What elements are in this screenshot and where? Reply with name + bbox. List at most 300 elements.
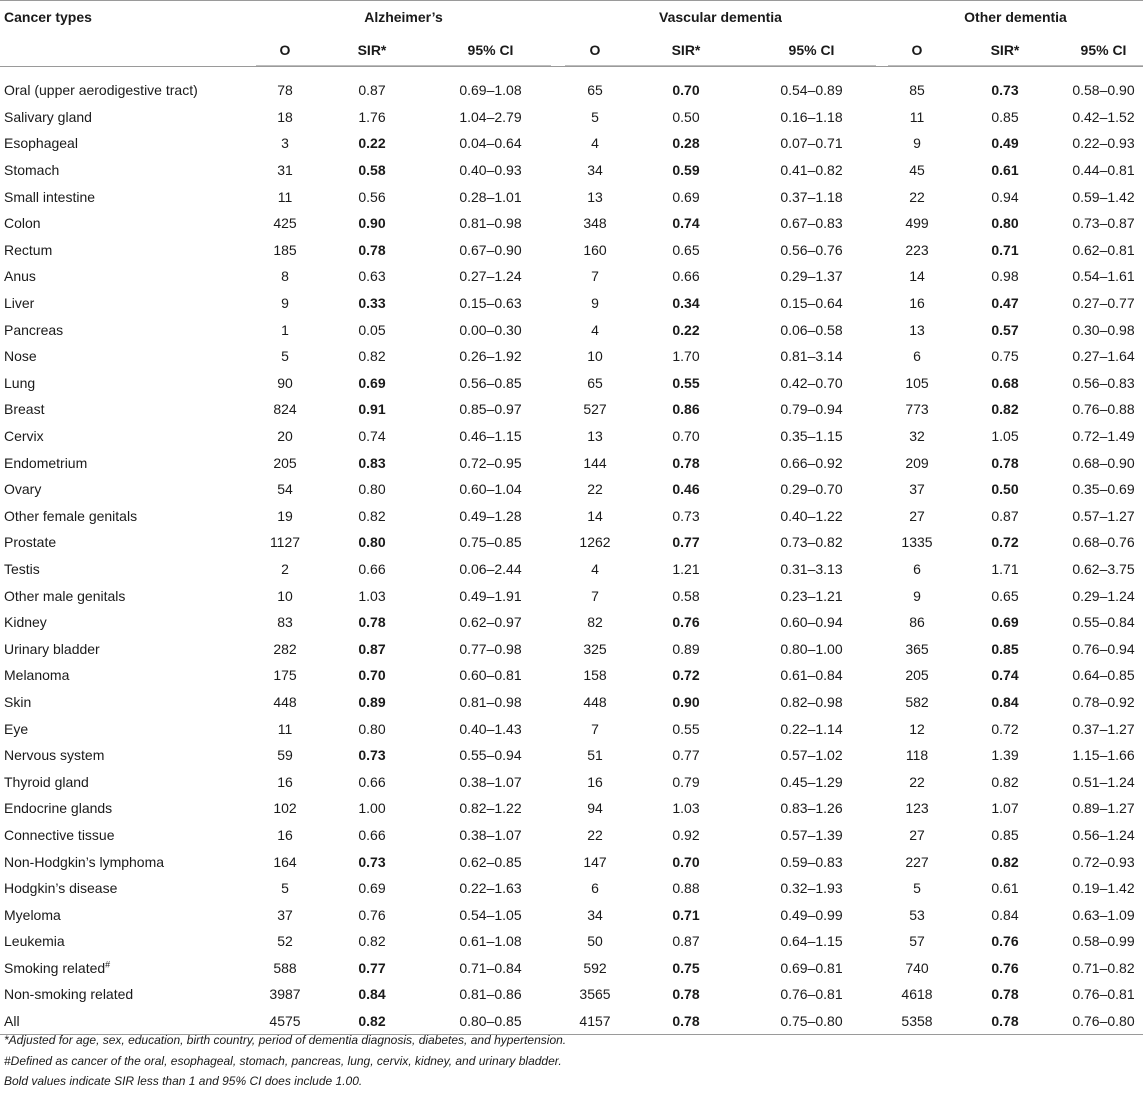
observed-count-cell: 9: [913, 135, 921, 152]
ci-cell: 0.77–0.98: [459, 640, 522, 657]
observed-count-cell: 164: [273, 853, 297, 870]
observed-count-cell: 448: [583, 693, 607, 710]
table-row: [0, 476, 1143, 503]
ci-cell: 0.27–0.77: [1072, 295, 1135, 312]
cancer-type-cell: [0, 556, 256, 583]
table-row: [0, 635, 1143, 662]
cancer-type-label: Anus: [4, 268, 36, 285]
cancer-type-cell: [0, 582, 256, 609]
cancer-type-cell: [0, 822, 256, 849]
ci-cell: 0.81–0.86: [459, 986, 522, 1003]
cancer-type-cell: [0, 981, 256, 1008]
ci-cell: 0.67–0.90: [459, 241, 522, 258]
sir-cell: 1.39: [991, 747, 1019, 764]
sir-cell: 0.73: [991, 82, 1019, 99]
ci-cell: 0.69–0.81: [780, 959, 843, 976]
sir-cell: 0.92: [672, 826, 700, 843]
observed-count-cell: 7: [591, 587, 599, 604]
observed-count-cell: 34: [587, 162, 603, 179]
observed-count-cell: 32: [909, 428, 925, 445]
observed-count-cell: 209: [905, 454, 929, 471]
ci-cell: 0.37–1.27: [1072, 720, 1135, 737]
observed-count-cell: 118: [905, 747, 929, 764]
observed-count-cell: 4: [591, 321, 599, 338]
observed-count-cell: 9: [913, 587, 921, 604]
observed-count-cell: 20: [277, 428, 293, 445]
ci-cell: 0.00–0.30: [459, 321, 522, 338]
footnotes: [4, 1030, 566, 1092]
cancer-type-cell: [0, 370, 256, 397]
sir-cell: 0.46: [672, 481, 700, 498]
ci-cell: 0.40–0.93: [459, 162, 522, 179]
observed-count-cell: 59: [277, 747, 293, 764]
observed-count-cell: 144: [583, 454, 607, 471]
sir-cell: 0.65: [991, 587, 1019, 604]
table-row: [0, 875, 1143, 902]
ci-cell: 0.46–1.15: [459, 428, 522, 445]
ci-cell: 0.30–0.98: [1072, 321, 1135, 338]
table-row: [0, 210, 1143, 237]
observed-count-cell: 448: [273, 693, 297, 710]
observed-count-cell: 1: [281, 321, 289, 338]
ci-cell: 0.82–0.98: [780, 693, 843, 710]
cancer-type-label: Liver: [4, 295, 35, 312]
table-row: [0, 795, 1143, 822]
ci-cell: 0.60–0.81: [459, 667, 522, 684]
ci-cell: 0.29–1.37: [780, 268, 843, 285]
ci-cell: 0.72–0.95: [459, 454, 522, 471]
cancer-type-label: Nervous system: [4, 747, 105, 764]
observed-count-cell: 105: [905, 374, 929, 391]
sir-cell: 0.87: [672, 933, 700, 950]
ci-cell: 0.59–0.83: [780, 853, 843, 870]
ci-cell: 0.67–0.83: [780, 215, 843, 232]
observed-count-cell: 185: [273, 241, 297, 258]
observed-count-cell: 86: [909, 614, 925, 631]
sir-cell: 0.69: [672, 188, 700, 205]
sir-cell: 0.90: [672, 693, 700, 710]
ci-cell: 0.80–0.85: [459, 1013, 522, 1030]
sir-cell: 1.05: [991, 428, 1019, 445]
sir-cell: 0.75: [672, 959, 700, 976]
table-row: [0, 316, 1143, 343]
observed-count-cell: 325: [583, 640, 607, 657]
observed-count-cell: 158: [583, 667, 607, 684]
observed-count-cell: 227: [905, 853, 929, 870]
observed-count-cell: 740: [905, 959, 929, 976]
cancer-type-label: Esophageal: [4, 135, 78, 152]
sir-cell: 0.66: [358, 560, 386, 577]
ci-cell: 0.69–1.08: [459, 82, 522, 99]
subheader-o: O: [565, 35, 625, 66]
ci-cell: 0.19–1.42: [1072, 880, 1135, 897]
sir-cell: 0.74: [672, 215, 700, 232]
sir-cell: 0.91: [358, 401, 386, 418]
observed-count-cell: 85: [909, 82, 925, 99]
ci-cell: 0.80–1.00: [780, 640, 843, 657]
ci-cell: 0.60–1.04: [459, 481, 522, 498]
sir-cell: 0.83: [358, 454, 386, 471]
observed-count-cell: 592: [583, 959, 607, 976]
sir-cell: 0.70: [672, 82, 700, 99]
observed-count-cell: 16: [277, 773, 293, 790]
sir-cell: 0.82: [358, 1013, 386, 1030]
ci-cell: 0.62–3.75: [1072, 560, 1135, 577]
cancer-type-label: Melanoma: [4, 667, 70, 684]
cancer-type-label: Hodgkin’s disease: [4, 880, 118, 897]
table-row: [0, 237, 1143, 264]
sir-cell: 0.84: [991, 906, 1019, 923]
observed-count-cell: 37: [277, 906, 293, 923]
cancer-type-cell: [0, 77, 256, 104]
sir-cell: 0.78: [672, 454, 700, 471]
subheader-ci: 95% CI: [747, 35, 876, 66]
ci-cell: 0.07–0.71: [780, 135, 843, 152]
observed-count-cell: 11: [277, 720, 293, 737]
observed-count-cell: 499: [905, 215, 929, 232]
ci-cell: 0.42–1.52: [1072, 108, 1135, 125]
cancer-type-label: Pancreas: [4, 321, 64, 338]
sir-cell: 0.74: [358, 428, 386, 445]
sir-cell: 0.78: [991, 986, 1019, 1003]
sir-cell: 0.78: [358, 241, 386, 258]
observed-count-cell: 5358: [901, 1013, 933, 1030]
observed-count-cell: 8: [281, 268, 289, 285]
table-row: [0, 822, 1143, 849]
sir-cell: 0.22: [358, 135, 386, 152]
sir-cell: 0.28: [672, 135, 700, 152]
cancer-type-cell: [0, 316, 256, 343]
cancer-type-cell: [0, 875, 256, 902]
ci-cell: 1.04–2.79: [459, 108, 522, 125]
observed-count-cell: 205: [273, 454, 297, 471]
sir-cell: 0.66: [358, 773, 386, 790]
ci-cell: 0.62–0.97: [459, 614, 522, 631]
sir-cell: 0.94: [991, 188, 1019, 205]
observed-count-cell: 4: [591, 560, 599, 577]
observed-count-cell: 5: [913, 880, 921, 897]
table-row: [0, 396, 1143, 423]
ci-cell: 0.63–1.09: [1072, 906, 1135, 923]
observed-count-cell: 11: [277, 188, 293, 205]
ci-cell: 0.26–1.92: [459, 348, 522, 365]
sir-cell: 0.72: [991, 534, 1019, 551]
cancer-type-cell: [0, 901, 256, 928]
ci-cell: 0.40–1.43: [459, 720, 522, 737]
observed-count-cell: 425: [273, 215, 297, 232]
observed-count-cell: 54: [277, 481, 293, 498]
ci-cell: 0.58–0.99: [1072, 933, 1135, 950]
subheader-ci: 95% CI: [430, 35, 551, 66]
sir-cell: 1.03: [672, 800, 700, 817]
cancer-type-cell: [0, 476, 256, 503]
sir-cell: 0.78: [358, 614, 386, 631]
cancer-type-label: Oral (upper aerodigestive tract): [4, 82, 198, 99]
ci-cell: 0.75–0.80: [780, 1013, 843, 1030]
ci-cell: 0.81–0.98: [459, 215, 522, 232]
table-row: [0, 263, 1143, 290]
ci-cell: 0.76–0.81: [1072, 986, 1135, 1003]
ci-cell: 0.62–0.81: [1072, 241, 1135, 258]
observed-count-cell: 9: [281, 295, 289, 312]
table-row: [0, 981, 1143, 1008]
ci-cell: 0.37–1.18: [780, 188, 843, 205]
table-row: [0, 343, 1143, 370]
sir-cell: 0.75: [991, 348, 1019, 365]
observed-count-cell: 11: [909, 108, 925, 125]
ci-cell: 0.38–1.07: [459, 773, 522, 790]
cancer-type-cell: [0, 449, 256, 476]
ci-cell: 0.16–1.18: [780, 108, 843, 125]
footnote-bold-values: Bold values indicate SIR less than 1 and 95% CI does include 1.00.: [4, 1074, 363, 1088]
ci-cell: 0.35–1.15: [780, 428, 843, 445]
cancer-type-label: Connective tissue: [4, 826, 115, 843]
cancer-type-cell: [0, 423, 256, 450]
ci-cell: 0.71–0.84: [459, 959, 522, 976]
ci-cell: 0.22–1.14: [780, 720, 843, 737]
observed-count-cell: 65: [587, 374, 603, 391]
ci-cell: 0.54–0.89: [780, 82, 843, 99]
ci-cell: 0.85–0.97: [459, 401, 522, 418]
subheader-sir: SIR*: [946, 35, 1064, 66]
table-row: [0, 715, 1143, 742]
observed-count-cell: 53: [909, 906, 925, 923]
table-row: [0, 529, 1143, 556]
sir-cell: 0.56: [358, 188, 386, 205]
ci-cell: 0.06–0.58: [780, 321, 843, 338]
ci-cell: 0.76–0.81: [780, 986, 843, 1003]
sir-cell: 1.76: [358, 108, 386, 125]
ci-cell: 0.76–0.88: [1072, 401, 1135, 418]
sir-cell: 1.21: [672, 560, 700, 577]
observed-count-cell: 205: [905, 667, 929, 684]
ci-cell: 0.62–0.85: [459, 853, 522, 870]
ci-cell: 0.40–1.22: [780, 507, 843, 524]
sir-cell: 0.58: [358, 162, 386, 179]
ci-cell: 0.81–0.98: [459, 693, 522, 710]
table-row: [0, 609, 1143, 636]
ci-cell: 0.06–2.44: [459, 560, 522, 577]
observed-count-cell: 10: [277, 587, 293, 604]
sir-cell: 0.76: [358, 906, 386, 923]
sir-cell: 0.82: [991, 853, 1019, 870]
sir-cell: 0.70: [672, 428, 700, 445]
observed-count-cell: 365: [905, 640, 929, 657]
sir-cell: 0.82: [358, 933, 386, 950]
sir-cell: 0.68: [991, 374, 1019, 391]
cancer-type-label: Breast: [4, 401, 45, 418]
table-row: [0, 104, 1143, 131]
sir-cell: 0.77: [358, 959, 386, 976]
sir-cell: 0.85: [991, 640, 1019, 657]
observed-count-cell: 22: [909, 188, 925, 205]
cancer-type-label: Cervix: [4, 428, 44, 445]
observed-count-cell: 6: [913, 560, 921, 577]
cancer-type-label: Nose: [4, 348, 37, 365]
ci-cell: 0.28–1.01: [459, 188, 522, 205]
table-row: [0, 370, 1143, 397]
table-row: [0, 582, 1143, 609]
sir-cell: 0.71: [991, 241, 1019, 258]
observed-count-cell: 45: [909, 162, 925, 179]
sir-cell: 0.50: [991, 481, 1019, 498]
table-row: [0, 157, 1143, 184]
cancer-type-label: Leukemia: [4, 933, 65, 950]
observed-count-cell: 588: [273, 959, 297, 976]
ci-cell: 0.72–1.49: [1072, 428, 1135, 445]
observed-count-cell: 34: [587, 906, 603, 923]
sir-cell: 0.33: [358, 295, 386, 312]
ci-cell: 0.31–3.13: [780, 560, 843, 577]
observed-count-cell: 13: [587, 188, 603, 205]
table-row: [0, 183, 1143, 210]
cancer-type-cell: [0, 130, 256, 157]
table-row: [0, 449, 1143, 476]
subheader-o: O: [888, 35, 946, 66]
ci-cell: 0.71–0.82: [1072, 959, 1135, 976]
ci-cell: 0.51–1.24: [1072, 773, 1135, 790]
sir-cell: 0.76: [672, 614, 700, 631]
sir-cell: 0.34: [672, 295, 700, 312]
sir-cell: 0.71: [672, 906, 700, 923]
ci-cell: 0.55–0.94: [459, 747, 522, 764]
cancer-type-cell: [0, 795, 256, 822]
observed-count-cell: 2: [281, 560, 289, 577]
observed-count-cell: 50: [587, 933, 603, 950]
observed-count-cell: 31: [277, 162, 293, 179]
cancer-type-label: Testis: [4, 560, 40, 577]
header-group-alzheimers: Alzheimer’s: [364, 9, 443, 25]
cancer-type-cell: [0, 237, 256, 264]
observed-count-cell: 13: [909, 321, 925, 338]
cancer-type-label: Kidney: [4, 614, 47, 631]
cancer-type-label: Endocrine glands: [4, 800, 113, 817]
ci-cell: 0.27–1.64: [1072, 348, 1135, 365]
cancer-type-cell: [0, 742, 256, 769]
cancer-type-cell: [0, 290, 256, 317]
ci-cell: 0.27–1.24: [459, 268, 522, 285]
subheader-ci: 95% CI: [1064, 35, 1143, 66]
table-row: [0, 662, 1143, 689]
subheader-sir: SIR*: [314, 35, 430, 66]
table-row: [0, 423, 1143, 450]
sir-cell: 0.61: [991, 162, 1019, 179]
ci-cell: 0.45–1.29: [780, 773, 843, 790]
observed-count-cell: 90: [277, 374, 293, 391]
ci-cell: 0.57–1.02: [780, 747, 843, 764]
cancer-type-label: All: [4, 1013, 20, 1030]
table-row: [0, 130, 1143, 157]
cancer-type-cell: [0, 768, 256, 795]
cancer-type-label: Stomach: [4, 162, 60, 179]
observed-count-cell: 22: [587, 481, 603, 498]
ci-cell: 0.56–0.85: [459, 374, 522, 391]
sir-cell: 0.61: [991, 880, 1019, 897]
sir-cell: 0.80: [358, 720, 386, 737]
cancer-type-cell: [0, 396, 256, 423]
sir-cell: 0.22: [672, 321, 700, 338]
sir-cell: 0.72: [991, 720, 1019, 737]
cancer-type-label: Endometrium: [4, 454, 88, 471]
sir-cell: 0.73: [672, 507, 700, 524]
sir-cell: 0.55: [672, 374, 700, 391]
cancer-type-cell: [0, 955, 256, 982]
observed-count-cell: 4157: [579, 1013, 611, 1030]
observed-count-cell: 16: [277, 826, 293, 843]
ci-cell: 0.73–0.87: [1072, 215, 1135, 232]
cancer-type-label: Lung: [4, 374, 36, 391]
table-row: [0, 848, 1143, 875]
sir-cell: 0.69: [358, 880, 386, 897]
table-body: [0, 77, 1143, 1034]
sir-cell: 0.98: [991, 268, 1019, 285]
cancer-type-cell: [0, 928, 256, 955]
observed-count-cell: 22: [587, 826, 603, 843]
observed-count-cell: 37: [909, 481, 925, 498]
observed-count-cell: 13: [587, 428, 603, 445]
ci-cell: 0.44–0.81: [1072, 162, 1135, 179]
ci-cell: 0.64–0.85: [1072, 667, 1135, 684]
ci-cell: 0.57–1.27: [1072, 507, 1135, 524]
cancer-type-label: Salivary gland: [4, 108, 92, 125]
cancer-type-cell: [0, 609, 256, 636]
ci-cell: 0.54–1.05: [459, 906, 522, 923]
table-row: [0, 955, 1143, 982]
header-group-vascular-dementia: Vascular dementia: [659, 9, 782, 25]
sir-cell: 0.89: [358, 693, 386, 710]
ci-cell: 0.49–1.28: [459, 507, 522, 524]
sir-cell: 0.78: [672, 1013, 700, 1030]
cancer-type-cell: [0, 635, 256, 662]
ci-cell: 0.72–0.93: [1072, 853, 1135, 870]
ci-cell: 0.61–0.84: [780, 667, 843, 684]
observed-count-cell: 4: [591, 135, 599, 152]
ci-cell: 0.38–1.07: [459, 826, 522, 843]
observed-count-cell: 5: [281, 348, 289, 365]
table-row: [0, 689, 1143, 716]
sir-cell: 0.80: [358, 481, 386, 498]
observed-count-cell: 1262: [579, 534, 611, 551]
ci-cell: 0.29–1.24: [1072, 587, 1135, 604]
sir-cell: 0.69: [991, 614, 1019, 631]
sir-cell: 0.87: [358, 640, 386, 657]
sir-cell: 0.59: [672, 162, 700, 179]
sir-cell: 0.89: [672, 640, 700, 657]
ci-cell: 0.49–1.91: [459, 587, 522, 604]
sir-cell: 0.77: [672, 534, 700, 551]
ci-cell: 0.58–0.90: [1072, 82, 1135, 99]
ci-cell: 0.23–1.21: [780, 587, 843, 604]
sir-cell: 0.76: [991, 959, 1019, 976]
footnote-smoking-definition: #Defined as cancer of the oral, esophageal, stomach, pancreas, lung, cervix, kidney, and urinary bladder.: [4, 1053, 562, 1068]
sir-cell: 1.70: [672, 348, 700, 365]
observed-count-cell: 175: [273, 667, 297, 684]
sir-cell: 0.74: [991, 667, 1019, 684]
sir-cell: 0.50: [672, 108, 700, 125]
sir-cell: 0.66: [672, 268, 700, 285]
sir-cell: 0.84: [358, 986, 386, 1003]
ci-cell: 0.73–0.82: [780, 534, 843, 551]
cancer-type-cell: [0, 210, 256, 237]
sir-cell: 0.47: [991, 295, 1019, 312]
observed-count-cell: 824: [273, 401, 297, 418]
footnote-marker: #: [105, 959, 111, 970]
observed-count-cell: 6: [913, 348, 921, 365]
sir-cell: 0.82: [991, 401, 1019, 418]
observed-count-cell: 1335: [901, 534, 933, 551]
observed-count-cell: 3987: [269, 986, 301, 1003]
table-row: [0, 928, 1143, 955]
